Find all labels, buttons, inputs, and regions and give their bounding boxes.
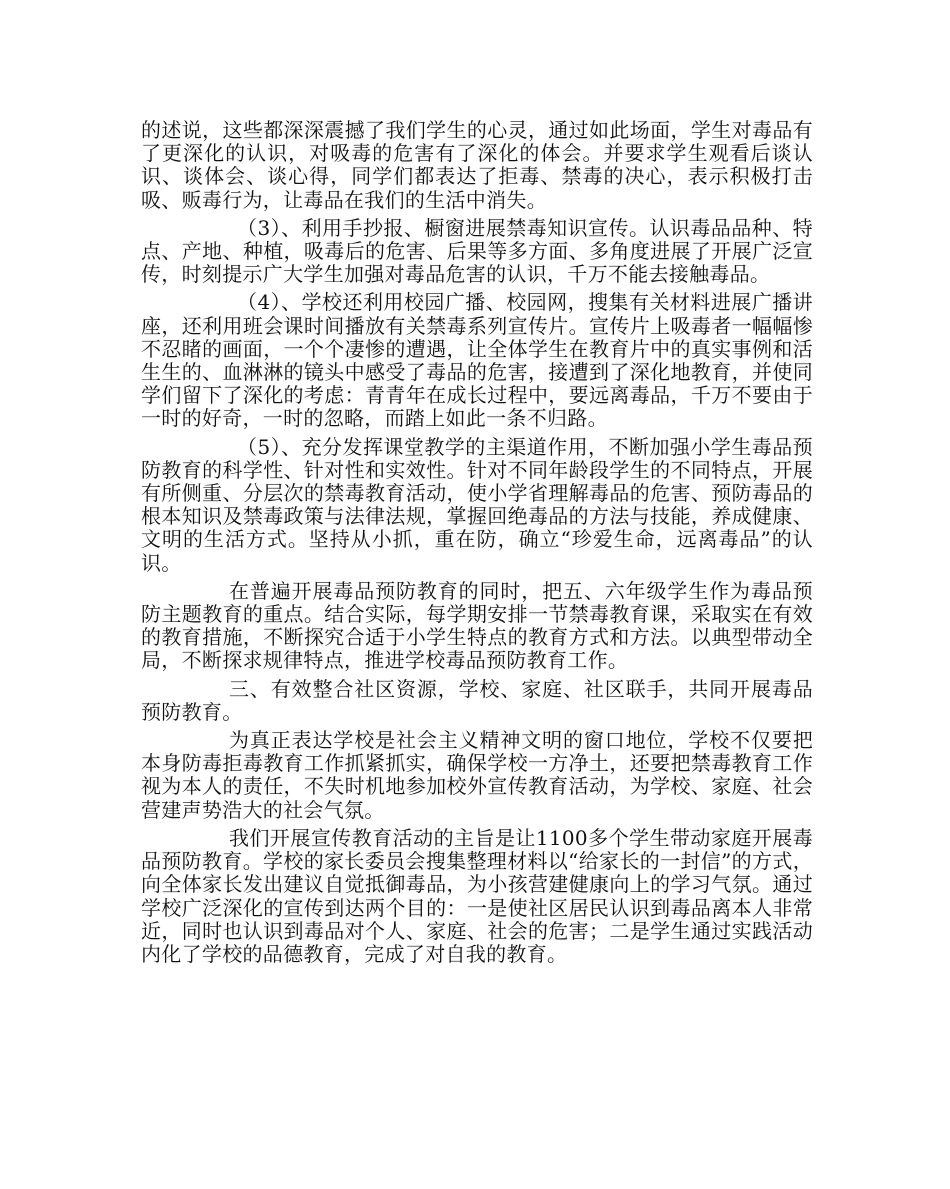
paragraph-item-5: （5）、充分发挥课堂教学的主渠道作用，不断加强小学生毒品预防教育的科学性、针对性和实效性。针对不同年龄段学生的不同特点，开展有所侧重、分层次的禁毒教育活动，使小学省理解毒品的危害、预防毒品的根本知识及禁毒政策与法律法规，掌握回绝毒品的方法与技能，养成健康、文明的生活方式。坚持从小抓，重在防，确立“珍爱生命，远离毒品”的认识。 <box>141 434 813 575</box>
paragraph-item-3: （3）、利用手抄报、橱窗进展禁毒知识宣传。认识毒品品种、特点、产地、种植，吸毒后的危害、后果等多方面、多角度进展了开展广泛宣传，时刻提示广大学生加强对毒品危害的认识，千万不能去接触毒品。 <box>141 215 813 287</box>
paragraph-school-role: 为真正表达学校是社会主义精神文明的窗口地位，学校不仅要把本身防毒拒毒教育工作抓紧抓实，确保学校一方净土，还要把禁毒教育工作视为本人的责任，不失时机地参加校外宣传教育活动，为学校、家庭、社会营建声势浩大的社会气氛。 <box>141 728 813 822</box>
paragraph-item-4: （4）、学校还利用校园广播、校园网，搜集有关材料进展广播讲座，还利用班会课时间播放有关禁毒系列宣传片。宣传片上吸毒者一幅幅惨不忍睹的画面，一个个凄惨的遭遇，让全体学生在教育片中的真实事例和活生生的、血淋淋的镜头中感受了毒品的危害，接遭到了深化地教育，并使同学们留下了深化的考虑：青青年在成长过程中，要远离毒品，千万不要由于一时的好奇，一时的忽略，而踏上如此一条不归路。 <box>141 290 813 431</box>
paragraph-continuation: 的述说，这些都深深震撼了我们学生的心灵，通过如此场面，学生对毒品有了更深化的认识，对吸毒的危害有了深化的体会。并要求学生观看后谈认识、谈体会、谈心得，同学们都表达了拒毒、禁毒的决心，表示积极打击吸、贩毒行为，让毒品在我们的生活中消失。 <box>141 118 813 212</box>
paragraph-focus-grades: 在普遍开展毒品预防教育的同时，把五、六年级学生作为毒品预防主题教育的重点。结合实际，每学期安排一节禁毒教育课，采取实在有效的教育措施，不断探究合适于小学生特点的教育方式和方法。以典型带动全局，不断探求规律特点，推进学校毒品预防教育工作。 <box>141 578 813 673</box>
section-heading-three: 三、有效整合社区资源，学校、家庭、社区联手，共同开展毒品预防教育。 <box>141 676 813 724</box>
paragraph-family-outreach: 我们开展宣传教育活动的主旨是让1100多个学生带动家庭开展毒品预防教育。学校的家长委员会搜集整理材料以“给家长的一封信”的方式，向全体家长发出建议自觉抵御毒品，为小孩营建健康向上的学习气氛。通过学校广泛深化的宣传到达两个目的：一是使社区居民认识到毒品离本人非常近，同时也认识到毒品对个人、家庭、社会的危害；二是学生通过实践活动内化了学校的品德教育，完成了对自我的教育。 <box>141 825 813 966</box>
document-body <box>141 119 813 971</box>
